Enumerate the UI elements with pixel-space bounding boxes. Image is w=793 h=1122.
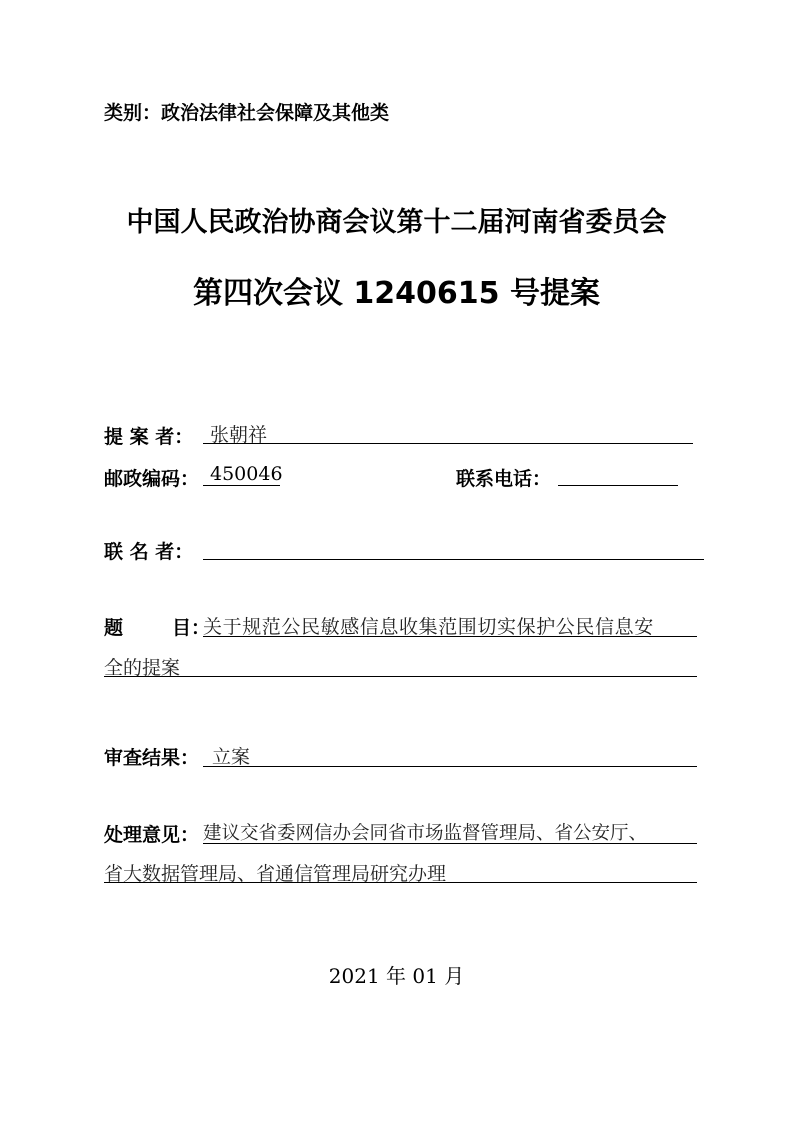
handling-label: 处理意见： — [104, 824, 200, 846]
postcode-value: 450046 — [210, 463, 283, 485]
title-line-1: 中国人民政治协商会议第十二届河南省委员会 — [126, 207, 667, 238]
handling-value-line-2: 省大数据管理局、省通信管理局研究办理 — [104, 863, 447, 885]
document-date: 2021 年 01 月 — [328, 964, 465, 988]
review-value: 立案 — [212, 746, 251, 768]
cosigners-label: 联 名 者： — [104, 541, 194, 563]
subject-label-right: 目： — [172, 617, 211, 639]
postcode-underline — [203, 485, 280, 486]
subject-value-line-1: 关于规范公民敏感信息收集范围切实保护公民信息安 — [203, 616, 654, 638]
review-underline — [203, 766, 697, 767]
proposer-label: 提 案 者： — [104, 426, 194, 448]
title-line-2: 第四次会议 1240615 号提案 — [192, 276, 600, 311]
proposer-underline — [203, 443, 693, 444]
cosigners-underline — [203, 559, 704, 560]
handling-underline-1 — [203, 843, 697, 844]
subject-label-left: 题 — [104, 617, 124, 639]
postcode-label: 邮政编码： — [104, 468, 200, 490]
handling-value-line-1: 建议交省委网信办会同省市场监督管理局、省公安厅、 — [203, 823, 648, 844]
subject-value-line-2: 全的提案 — [104, 657, 181, 679]
proposer-value: 张朝祥 — [210, 424, 268, 446]
handling-underline-2 — [104, 882, 697, 883]
category-label: 类别：政治法律社会保障及其他类 — [104, 102, 390, 124]
review-label: 审查结果： — [104, 747, 200, 769]
subject-underline-1 — [203, 636, 697, 637]
phone-underline — [558, 485, 678, 486]
phone-label: 联系电话： — [456, 468, 552, 490]
subject-underline-2 — [104, 676, 697, 677]
